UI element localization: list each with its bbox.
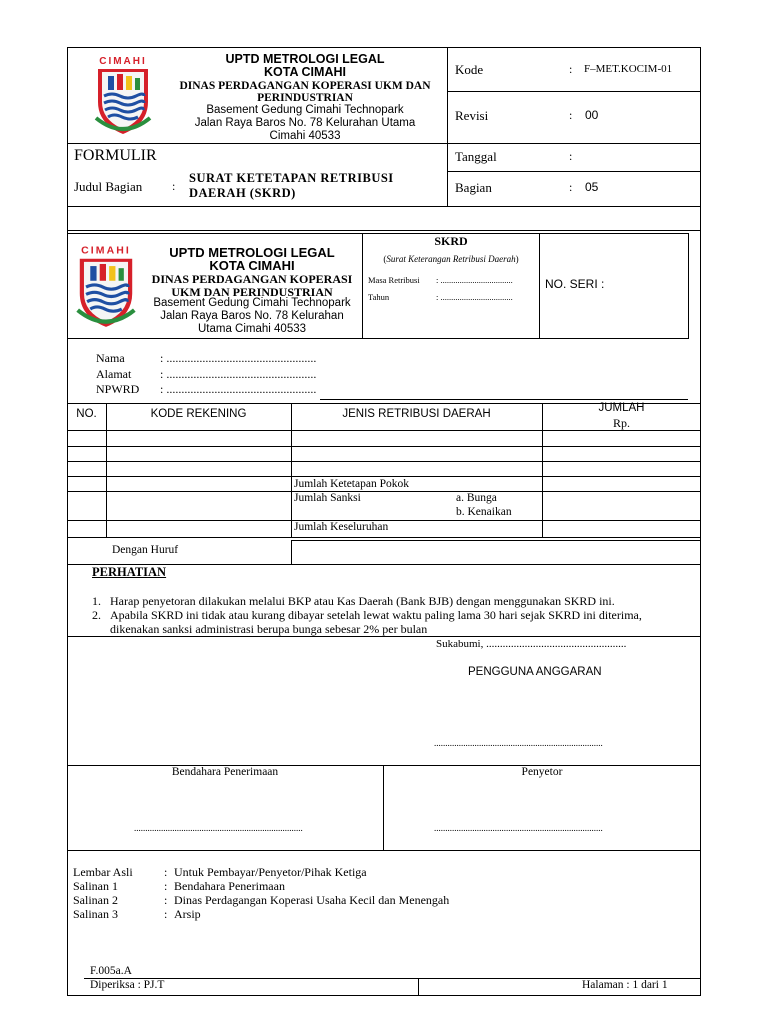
tahun-label: Tahun bbox=[368, 292, 390, 302]
dept-line1: DINAS PERDAGANGAN KOPERASI UKM DAN bbox=[179, 80, 431, 92]
note-2a: Apabila SKRD ini tidak atau kurang dibayar setelah lewat waktu paling lama 30 hari sejak SKRD ini diterima, bbox=[110, 608, 642, 622]
skrd-org-city: KOTA CIMAHI bbox=[209, 258, 295, 273]
divider bbox=[67, 461, 701, 462]
dist-sep: : bbox=[164, 893, 168, 907]
masa-value[interactable]: : .................................. bbox=[436, 275, 513, 285]
form-code: F.005a.A bbox=[90, 965, 132, 977]
masa-label: Masa Retribusi bbox=[368, 275, 420, 285]
skrd-address-line2: Jalan Raya Baros No. 78 Kelurahan bbox=[160, 310, 344, 322]
signature-line[interactable]: ........................................................................... bbox=[434, 738, 603, 748]
judul-colon: : bbox=[172, 179, 176, 193]
col-header-kode: KODE REKENING bbox=[150, 408, 247, 420]
bagian-label: Bagian bbox=[455, 180, 492, 195]
divider bbox=[67, 446, 701, 447]
cimahi-logo bbox=[92, 54, 154, 136]
divider bbox=[291, 403, 292, 537]
dist-value: Bendahara Penerimaan bbox=[174, 879, 285, 893]
note-1: Harap penyetoran dilakukan melalui BKP atau Kas Daerah (Bank BJB) dengan menggunakan SKRD ini. bbox=[110, 594, 615, 608]
col-header-rp: Rp. bbox=[612, 416, 630, 430]
dept-line2: PERINDUSTRIAN bbox=[257, 92, 353, 104]
skrd-title: SKRD bbox=[434, 234, 468, 248]
tanggal-label: Tanggal bbox=[455, 149, 497, 164]
dist-label: Lembar Asli bbox=[73, 865, 133, 879]
alamat-label: Alamat bbox=[96, 367, 132, 381]
divider bbox=[106, 403, 107, 537]
divider bbox=[67, 491, 701, 492]
org-city: KOTA CIMAHI bbox=[264, 65, 346, 79]
divider bbox=[67, 850, 701, 851]
kode-colon: : bbox=[569, 62, 573, 76]
skrd-address-line3: Utama Cimahi 40533 bbox=[197, 323, 307, 335]
bagian-colon: : bbox=[569, 180, 573, 194]
kode-label: Kode bbox=[455, 62, 484, 77]
bendahara-label: Bendahara Penerimaan bbox=[171, 766, 279, 778]
revisi-colon: : bbox=[569, 108, 573, 122]
nama-field[interactable]: : .................................................. bbox=[160, 351, 317, 365]
divider bbox=[539, 233, 540, 339]
npwrd-field[interactable]: : .................................................. bbox=[160, 382, 317, 396]
place-date[interactable]: Sukabumi, ................................................... bbox=[436, 638, 627, 650]
divider bbox=[67, 206, 701, 207]
judul-value-1: SURAT KETETAPAN RETRIBUSI bbox=[189, 171, 394, 185]
halaman-label: Halaman : 1 dari 1 bbox=[582, 979, 668, 991]
skrd-subtitle-text: Surat Keterangan Retribusi Daerah bbox=[386, 254, 516, 264]
divider bbox=[447, 91, 701, 92]
logo-text: CIMAHI bbox=[81, 245, 131, 257]
logo-text: CIMAHI bbox=[99, 56, 147, 67]
bagian-value: 05 bbox=[585, 180, 599, 194]
skrd-subtitle: (Surat Keterangan Retribusi Daerah) bbox=[383, 254, 519, 264]
col-header-jenis: JENIS RETRIBUSI DAERAH bbox=[342, 408, 491, 420]
jumlah-pokok-label: Jumlah Ketetapan Pokok bbox=[294, 478, 409, 490]
note-2-number: 2. bbox=[92, 608, 101, 622]
dengan-huruf-label: Dengan Huruf bbox=[112, 544, 179, 556]
jumlah-sanksi-label: Jumlah Sanksi bbox=[294, 492, 361, 504]
divider bbox=[67, 636, 701, 637]
org-name: UPTD METROLOGI LEGAL bbox=[225, 52, 385, 66]
address-line1: Basement Gedung Cimahi Technopark bbox=[206, 104, 404, 116]
dist-value: Arsip bbox=[174, 907, 201, 921]
dist-label: Salinan 1 bbox=[73, 879, 118, 893]
col-header-jumlah: JUMLAH bbox=[598, 402, 645, 414]
perhatian-title: PERHATIAN bbox=[92, 565, 167, 579]
cimahi-logo bbox=[70, 243, 142, 329]
divider bbox=[67, 143, 701, 144]
divider bbox=[447, 171, 701, 172]
dist-value: Untuk Pembayar/Penyetor/Pihak Ketiga bbox=[174, 865, 367, 879]
diperiksa-label: Diperiksa : PJ.T bbox=[90, 979, 165, 991]
skrd-org-name: UPTD METROLOGI LEGAL bbox=[169, 245, 335, 260]
dist-value: Dinas Perdagangan Koperasi Usaha Kecil dan Menengah bbox=[174, 893, 450, 907]
judul-label: Judul Bagian bbox=[74, 179, 143, 194]
divider bbox=[67, 476, 701, 477]
skrd-dept-line1: DINAS PERDAGANGAN KOPERASI bbox=[151, 272, 353, 286]
table-top-line bbox=[320, 399, 688, 400]
revisi-value: 00 bbox=[585, 108, 599, 122]
note-2b: dikenakan sanksi administrasi berupa bunga sebesar 2% per bulan bbox=[110, 622, 428, 636]
divider bbox=[67, 537, 701, 538]
divider bbox=[67, 230, 701, 231]
note-1-number: 1. bbox=[92, 594, 101, 608]
kenaikan-label: b. Kenaikan bbox=[456, 506, 512, 518]
dist-sep: : bbox=[164, 865, 168, 879]
penyetor-signature-line[interactable]: ........................................................................... bbox=[434, 823, 603, 833]
revisi-label: Revisi bbox=[455, 108, 489, 123]
no-seri-label: NO. SERI : bbox=[545, 277, 605, 291]
bunga-label: a. Bunga bbox=[456, 492, 497, 504]
tahun-value[interactable]: : .................................. bbox=[436, 292, 513, 302]
penyetor-label: Penyetor bbox=[521, 766, 563, 778]
formulir-title: FORMULIR bbox=[74, 147, 157, 164]
tanggal-colon: : bbox=[569, 149, 573, 163]
skrd-address-line1: Basement Gedung Cimahi Technopark bbox=[153, 297, 351, 309]
jumlah-keseluruhan-label: Jumlah Keseluruhan bbox=[294, 521, 389, 533]
skrd-dept-line2: UKM DAN PERINDUSTRIAN bbox=[171, 285, 333, 299]
dist-label: Salinan 3 bbox=[73, 907, 118, 921]
kode-value: F–MET.KOCIM-01 bbox=[584, 63, 673, 75]
alamat-field[interactable]: : .................................................. bbox=[160, 367, 317, 381]
dist-label: Salinan 2 bbox=[73, 893, 118, 907]
dengan-huruf-field[interactable] bbox=[291, 540, 701, 565]
signatory-role: PENGGUNA ANGGARAN bbox=[468, 666, 602, 678]
dist-sep: : bbox=[164, 907, 168, 921]
judul-value-2: DAERAH (SKRD) bbox=[189, 186, 296, 200]
bendahara-signature-line[interactable]: ........................................................................... bbox=[134, 823, 303, 833]
dist-sep: : bbox=[164, 879, 168, 893]
col-header-no: NO. bbox=[76, 408, 97, 420]
nama-label: Nama bbox=[96, 351, 125, 365]
npwrd-label: NPWRD bbox=[96, 382, 140, 396]
address-line3: Cimahi 40533 bbox=[269, 130, 341, 142]
address-line2: Jalan Raya Baros No. 78 Kelurahan Utama bbox=[194, 117, 416, 129]
divider bbox=[418, 978, 419, 996]
